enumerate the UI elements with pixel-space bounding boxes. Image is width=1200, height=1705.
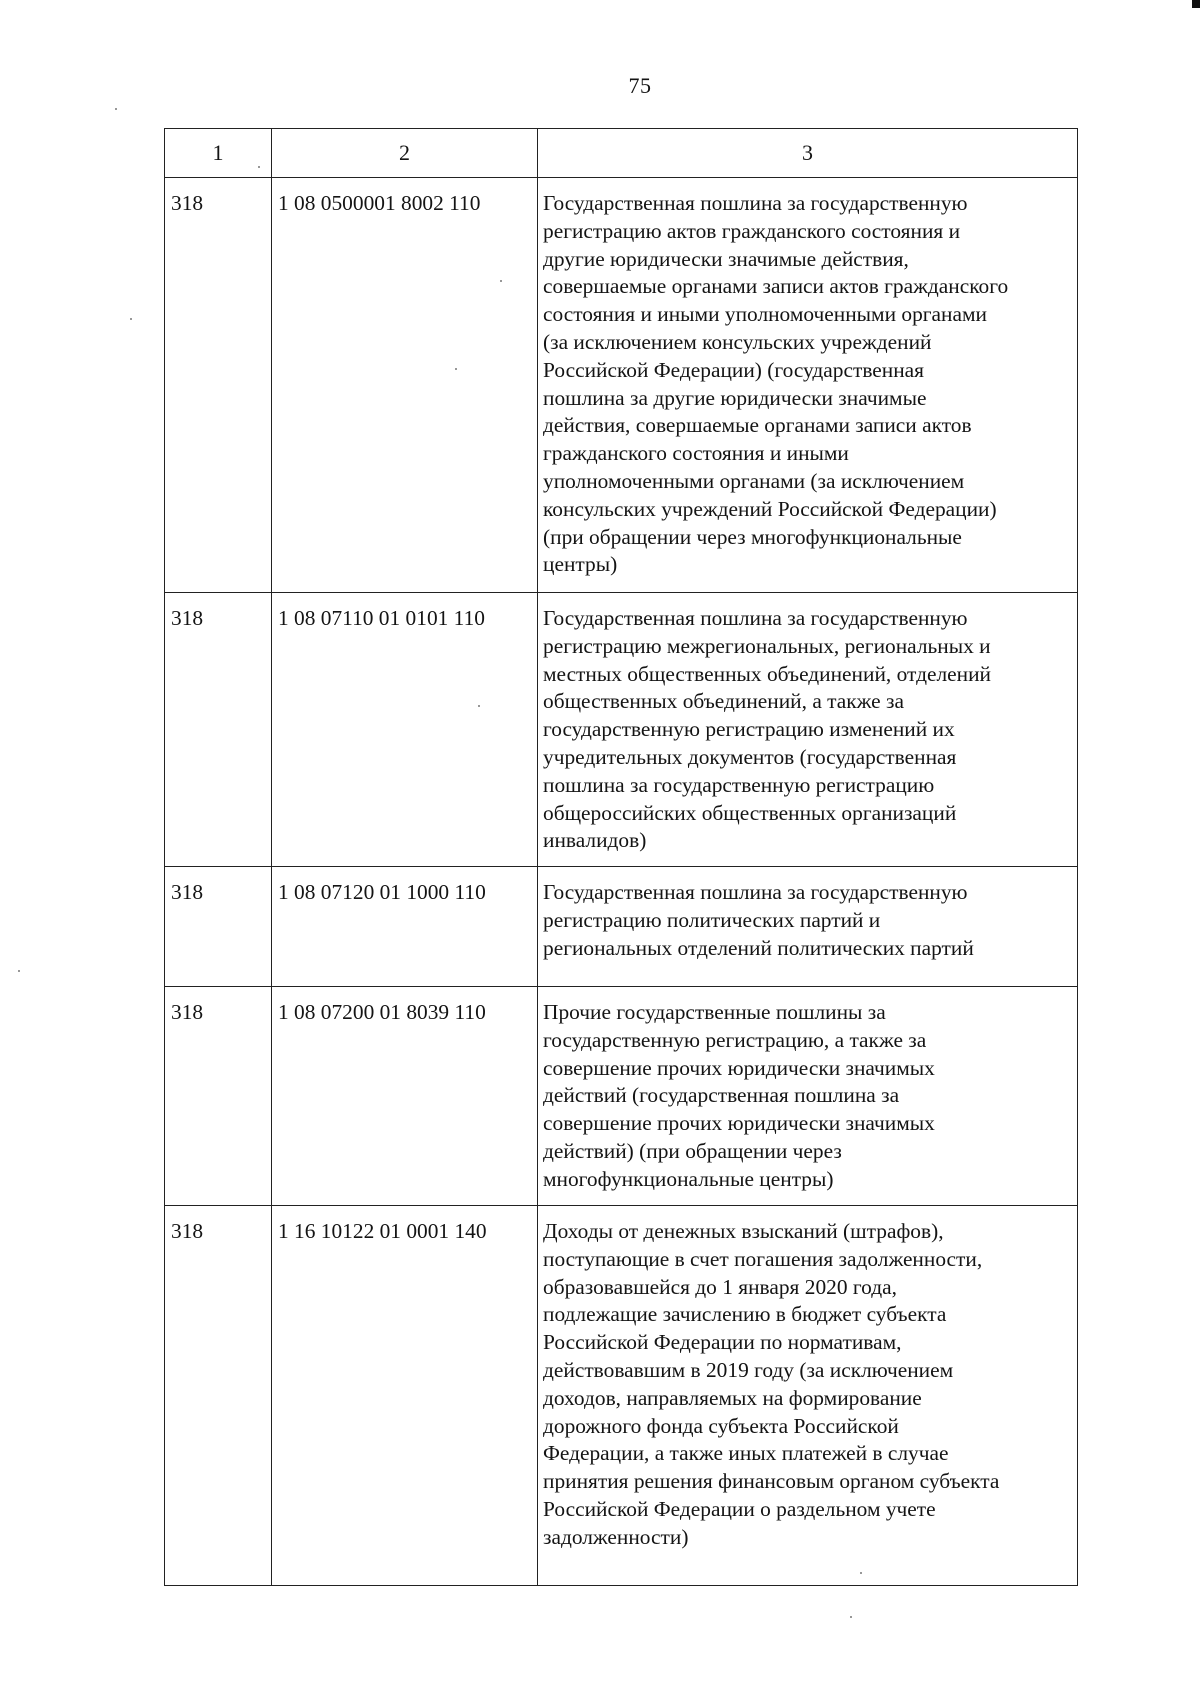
table-row bbox=[165, 593, 1078, 867]
revenue-name-line: центры) bbox=[543, 552, 618, 577]
revenue-name-line: Российской Федерации по нормативам, bbox=[543, 1330, 902, 1355]
table-row bbox=[165, 1206, 1078, 1586]
revenue-name-cell bbox=[538, 987, 1078, 1206]
revenue-name-line: Доходы от денежных взысканий (штрафов), bbox=[543, 1219, 944, 1243]
revenue-name-line: Прочие государственные пошлины за bbox=[543, 1000, 886, 1024]
revenue-name-line: Федерации, а также иных платежей в случае bbox=[543, 1441, 949, 1466]
revenue-name-line: Государственная пошлина за государственную bbox=[543, 606, 968, 630]
scan-speck bbox=[115, 108, 117, 110]
revenue-name-line: государственную регистрацию изменений их bbox=[543, 717, 955, 742]
revenue-name-cell bbox=[538, 593, 1078, 867]
revenue-name-line: совершаемые органами записи актов гражданского bbox=[543, 274, 1009, 299]
scan-speck bbox=[478, 705, 480, 707]
scan-speck bbox=[455, 368, 457, 370]
revenue-code-cell: 1 08 07200 01 8039 110 bbox=[272, 987, 538, 1206]
revenue-name-cell bbox=[538, 1206, 1078, 1586]
revenue-code-cell: 1 08 0500001 8002 110 bbox=[272, 178, 538, 593]
revenue-name-line: регистрацию межрегиональных, региональных и bbox=[543, 633, 991, 658]
scan-corner-mark bbox=[1192, 0, 1200, 8]
revenue-name-line: пошлина за другие юридически значимые bbox=[543, 385, 927, 410]
table-row bbox=[165, 987, 1078, 1206]
revenue-name-line: дорожного фонда субъекта Российской bbox=[543, 1413, 899, 1438]
revenue-name-line: Государственная пошлина за государственную bbox=[543, 191, 968, 215]
scan-speck bbox=[500, 280, 502, 282]
revenue-name-line: совершение прочих юридически значимых bbox=[543, 1111, 935, 1136]
scan-speck bbox=[18, 970, 20, 972]
table-header-row bbox=[165, 129, 1078, 178]
revenue-name-line: государственную регистрацию, а также за bbox=[543, 1027, 927, 1052]
revenue-name-line: регистрацию политических партий и bbox=[543, 907, 881, 932]
revenue-name-line: Российской Федерации о раздельном учете bbox=[543, 1496, 936, 1521]
header-col-2: 2 bbox=[272, 129, 538, 178]
revenue-name-line: действий (государственная пошлина за bbox=[543, 1083, 900, 1108]
admin-code-cell: 318 bbox=[165, 987, 272, 1206]
revenue-name-line: образовавшейся до 1 января 2020 года, bbox=[543, 1274, 897, 1299]
scan-speck bbox=[258, 166, 260, 168]
table-row bbox=[165, 867, 1078, 987]
revenue-name-line: другие юридически значимые действия, bbox=[543, 246, 909, 271]
admin-code-cell: 318 bbox=[165, 178, 272, 593]
revenue-name-line: доходов, направляемых на формирование bbox=[543, 1385, 922, 1410]
revenue-name-line: консульских учреждений Российской Федерации) bbox=[543, 496, 997, 521]
revenue-name-line: поступающие в счет погашения задолженности, bbox=[543, 1246, 983, 1271]
revenue-name-line: совершение прочих юридически значимых bbox=[543, 1055, 935, 1080]
scan-speck bbox=[860, 1572, 862, 1574]
revenue-name-cell bbox=[538, 867, 1078, 987]
table-row bbox=[165, 178, 1078, 593]
revenue-name-line: (при обращении через многофункциональные bbox=[543, 524, 962, 549]
revenue-name-line: (за исключением консульских учреждений bbox=[543, 329, 932, 354]
revenue-name-line: Государственная пошлина за государственную bbox=[543, 880, 968, 904]
revenue-name-line: учредительных документов (государственная bbox=[543, 744, 957, 769]
revenue-name-line: принятия решения финансовым органом субъекта bbox=[543, 1469, 1000, 1494]
budget-revenue-table bbox=[164, 128, 1078, 1586]
page-number: 75 bbox=[628, 73, 652, 98]
revenue-name-line: действий) (при обращении через bbox=[543, 1138, 842, 1163]
scan-speck bbox=[130, 318, 132, 320]
revenue-name-line: регистрацию актов гражданского состояния и bbox=[543, 218, 961, 243]
revenue-name-line: общероссийских общественных организаций bbox=[543, 800, 957, 825]
revenue-code-cell: 1 16 10122 01 0001 140 bbox=[272, 1206, 538, 1586]
revenue-name-line: инвалидов) bbox=[543, 828, 647, 853]
revenue-name-line: многофункциональные центры) bbox=[543, 1166, 834, 1191]
revenue-code-cell: 1 08 07120 01 1000 110 bbox=[272, 867, 538, 987]
revenue-code-cell: 1 08 07110 01 0101 110 bbox=[272, 593, 538, 867]
header-col-3: 3 bbox=[538, 129, 1078, 178]
admin-code-cell: 318 bbox=[165, 867, 272, 987]
revenue-name-line: общественных объединений, а также за bbox=[543, 689, 904, 714]
revenue-name-line: местных общественных объединений, отделений bbox=[543, 661, 991, 686]
revenue-name-line: пошлина за государственную регистрацию bbox=[543, 772, 935, 797]
revenue-name-line: региональных отделений политических партий bbox=[543, 935, 974, 960]
revenue-name-line: действовавшим в 2019 году (за исключением bbox=[543, 1357, 954, 1382]
revenue-name-line: состояния и иными уполномоченными органами bbox=[543, 302, 987, 327]
revenue-name-cell bbox=[538, 178, 1078, 593]
scan-speck bbox=[850, 1616, 852, 1618]
revenue-name-line: уполномоченными органами (за исключением bbox=[543, 468, 965, 493]
admin-code-cell: 318 bbox=[165, 1206, 272, 1586]
revenue-name-line: действия, совершаемые органами записи актов bbox=[543, 413, 972, 438]
admin-code-cell: 318 bbox=[165, 593, 272, 867]
revenue-name-line: задолженности) bbox=[543, 1524, 689, 1549]
header-col-1: 1 bbox=[165, 129, 272, 178]
revenue-name-line: Российской Федерации) (государственная bbox=[543, 357, 925, 382]
revenue-name-line: подлежащие зачислению в бюджет субъекта bbox=[543, 1302, 947, 1327]
revenue-name-line: гражданского состояния и иными bbox=[543, 441, 849, 466]
